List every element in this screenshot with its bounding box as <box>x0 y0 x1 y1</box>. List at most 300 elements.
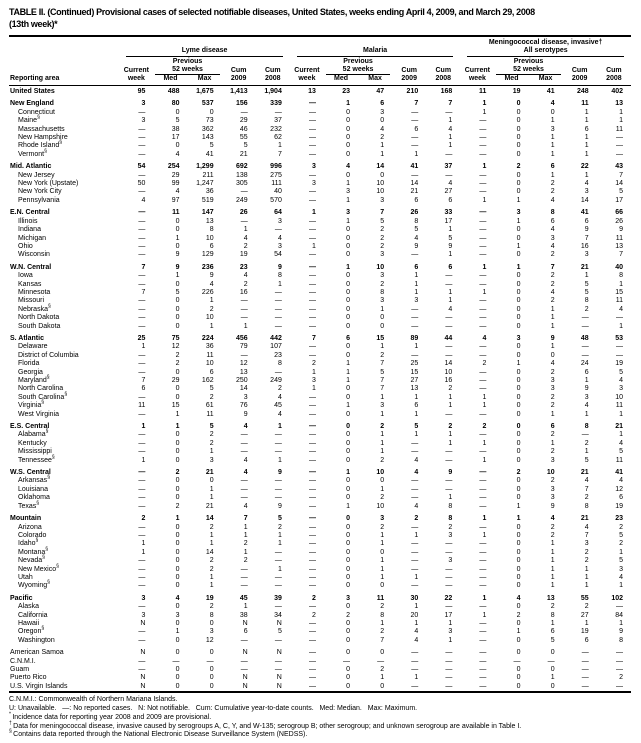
reporting-area-cell: Nebraska§ <box>18 303 51 313</box>
value-cell: 0 <box>175 456 180 464</box>
value-cell: 3 <box>619 565 623 573</box>
col-header-max: Max <box>529 75 563 86</box>
value-cell: — <box>308 322 316 330</box>
value-cell: 9 <box>175 263 180 271</box>
value-cell: 4 <box>243 423 248 431</box>
value-cell: 3 <box>141 611 146 619</box>
value-cell: — <box>308 540 316 548</box>
value-cell: — <box>581 322 589 330</box>
value-cell: — <box>138 142 146 150</box>
value-cell: — <box>308 100 316 108</box>
value-cell: 0 <box>346 636 351 644</box>
value-cell: — <box>479 171 487 179</box>
value-cell: 1 <box>414 393 419 401</box>
table-row <box>9 297 631 305</box>
table-row <box>9 180 631 188</box>
value-cell: 5 <box>380 368 385 376</box>
col-header-med: Med <box>153 75 187 86</box>
reporting-area-cell: Oregon§ <box>18 626 45 636</box>
reporting-area-cell: E.S. Central <box>10 423 50 431</box>
value-cell: — <box>138 297 146 305</box>
reporting-area-cell: Tennessee§ <box>18 454 55 464</box>
value-cell: 2 <box>209 305 214 313</box>
table-row <box>9 343 631 351</box>
col-header-current-week: Current week <box>460 57 494 86</box>
value-cell: 21 <box>205 502 214 510</box>
reporting-area-cell: Puerto Rico <box>10 674 47 682</box>
value-cell: 0 <box>516 142 521 150</box>
value-cell: — <box>138 523 146 531</box>
value-cell: 0 <box>209 108 214 116</box>
value-cell: 275 <box>270 171 282 179</box>
value-cell: — <box>479 523 487 531</box>
table-row <box>9 323 631 331</box>
value-cell: 76 <box>239 402 248 410</box>
value-cell: 2 <box>380 234 385 242</box>
value-cell: 13 <box>615 100 623 108</box>
value-cell: 1 <box>516 502 521 510</box>
value-cell: — <box>445 456 453 464</box>
value-cell: 4 <box>175 188 180 196</box>
value-cell: 0 <box>516 297 521 305</box>
value-cell: — <box>138 242 146 250</box>
value-cell: 3 <box>584 251 589 259</box>
value-cell: — <box>445 108 453 116</box>
value-cell: 1 <box>243 531 248 539</box>
value-cell: 3 <box>550 377 555 384</box>
table-row <box>9 574 631 582</box>
value-cell: 10 <box>376 180 385 188</box>
value-cell: — <box>308 343 316 351</box>
value-cell: 0 <box>346 297 351 305</box>
value-cell: 17 <box>171 134 180 142</box>
value-cell: — <box>308 666 316 673</box>
value-cell: 1 <box>584 272 589 280</box>
value-cell: 39 <box>274 594 282 602</box>
value-cell: 6 <box>414 196 419 204</box>
value-cell: 1,413 <box>230 88 248 95</box>
value-cell: 47 <box>376 88 385 95</box>
value-cell: — <box>138 125 146 133</box>
value-cell: 19 <box>205 594 214 602</box>
table-row <box>9 532 631 540</box>
value-cell: — <box>308 305 316 313</box>
value-cell: 2 <box>209 523 214 531</box>
value-cell: 0 <box>346 251 351 259</box>
col-header-max: Max <box>188 75 222 86</box>
value-cell: 1 <box>619 548 623 556</box>
value-cell: 3 <box>448 557 453 565</box>
value-cell: 0 <box>175 540 180 548</box>
value-cell: 13 <box>410 385 419 393</box>
reporting-area-cell: Montana§ <box>18 546 49 556</box>
reporting-area-cell: W.S. Central <box>10 469 51 477</box>
value-cell: 4 <box>414 456 419 464</box>
reporting-area-cell: South Dakota <box>18 322 61 330</box>
value-cell: 2 <box>584 305 589 313</box>
value-cell: — <box>411 142 419 150</box>
value-cell: 107 <box>270 343 282 351</box>
value-cell: 1 <box>516 515 521 523</box>
value-cell: 6 <box>584 125 589 133</box>
value-cell: 10 <box>205 314 214 322</box>
value-cell: 7 <box>380 385 385 393</box>
reporting-area-cell: Maine§ <box>18 114 40 125</box>
value-cell: N <box>276 674 282 682</box>
value-cell: 1 <box>448 142 453 150</box>
value-cell: 1 <box>277 531 282 539</box>
value-cell: 0 <box>175 603 180 611</box>
value-cell: 7 <box>277 150 282 158</box>
table-row <box>9 306 631 314</box>
value-cell: N <box>276 619 282 627</box>
reporting-area-cell: Alaska <box>18 603 40 611</box>
value-cell: 46 <box>239 125 248 133</box>
value-cell: 2 <box>380 134 385 142</box>
value-cell: 1 <box>414 431 419 439</box>
value-cell: 7 <box>380 636 385 644</box>
value-cell: 1 <box>550 142 555 150</box>
value-cell: — <box>308 108 316 116</box>
reporting-area-cell: Florida <box>18 360 40 368</box>
value-cell: 0 <box>516 603 521 611</box>
value-cell: 6 <box>448 263 453 271</box>
value-cell: 0 <box>516 150 521 158</box>
value-cell: — <box>308 134 316 142</box>
col-header-cum-2009: Cum 2009 <box>392 57 426 86</box>
value-cell: — <box>308 456 316 464</box>
value-cell: 1 <box>346 263 351 271</box>
table-row <box>9 109 631 117</box>
col-header-cum-2009: Cum 2009 <box>222 57 256 86</box>
value-cell: 66 <box>615 209 623 217</box>
value-cell: 14 <box>205 515 214 523</box>
value-cell: 0 <box>516 619 521 627</box>
table-row <box>9 620 631 628</box>
value-cell: 1 <box>277 142 282 150</box>
value-cell: 1 <box>414 573 419 581</box>
table-row <box>9 637 631 645</box>
value-cell: 236 <box>201 263 214 271</box>
value-cell: — <box>138 217 146 225</box>
value-cell: 9 <box>550 502 555 510</box>
value-cell: 0 <box>175 226 180 234</box>
value-cell: — <box>479 385 487 393</box>
value-cell: 14 <box>615 180 623 188</box>
value-cell: 2 <box>584 557 589 565</box>
value-cell: 2 <box>448 385 453 393</box>
value-cell: 5 <box>414 226 419 234</box>
value-cell: — <box>479 565 487 573</box>
page-title <box>9 7 631 30</box>
value-cell: 27 <box>444 188 453 196</box>
value-cell: 4 <box>619 439 623 447</box>
value-cell: 0 <box>346 280 351 288</box>
table-row <box>9 411 631 419</box>
value-cell: 1 <box>175 234 180 242</box>
value-cell: 10 <box>546 469 555 477</box>
value-cell: — <box>138 448 146 456</box>
value-cell: 11 <box>581 100 589 108</box>
value-cell: 0 <box>516 117 521 125</box>
value-cell: 0 <box>209 674 214 682</box>
value-cell: 0 <box>516 368 521 376</box>
value-cell: 0 <box>175 477 180 485</box>
value-cell: 6 <box>380 100 385 108</box>
value-cell: — <box>616 150 623 158</box>
value-cell: 0 <box>516 343 521 351</box>
value-cell: 1 <box>619 582 623 590</box>
value-cell: 0 <box>175 619 180 627</box>
value-cell: — <box>308 125 316 133</box>
value-cell: 248 <box>577 88 589 95</box>
value-cell: — <box>240 314 248 322</box>
value-cell: — <box>308 297 316 305</box>
table-row <box>9 566 631 574</box>
value-cell: 5 <box>243 142 248 150</box>
group-label-underline: Lyme disease <box>126 47 283 57</box>
value-cell: — <box>581 431 589 439</box>
value-cell: 0 <box>516 134 521 142</box>
value-cell: 2 <box>175 360 180 368</box>
value-cell: 0 <box>175 682 180 690</box>
value-cell: — <box>308 288 316 296</box>
value-cell: — <box>138 226 146 234</box>
value-cell: — <box>138 477 146 485</box>
value-cell: 0 <box>346 682 351 690</box>
value-cell: 4 <box>243 502 248 510</box>
reporting-area-cell: Georgia <box>18 368 43 376</box>
value-cell: 9 <box>277 263 282 271</box>
value-cell: — <box>581 666 589 673</box>
value-cell: 0 <box>175 573 180 581</box>
value-cell: 19 <box>580 628 589 636</box>
value-cell: 1 <box>209 297 214 305</box>
value-cell: 48 <box>580 334 589 342</box>
value-cell: 224 <box>201 334 214 342</box>
value-cell: 0 <box>346 288 351 296</box>
value-cell: — <box>479 573 487 581</box>
value-cell: — <box>274 448 282 456</box>
reporting-area-cell: Indiana <box>18 226 41 234</box>
value-cell: 1 <box>482 611 487 619</box>
value-cell: 4 <box>619 377 623 384</box>
value-cell: 0 <box>175 314 180 322</box>
value-cell: — <box>411 682 419 690</box>
value-cell: 1 <box>482 163 487 171</box>
value-cell: — <box>240 477 248 485</box>
value-cell: 13 <box>205 217 214 225</box>
value-cell: 1 <box>414 674 419 682</box>
col-header-cum-2008: Cum 2008 <box>426 57 460 86</box>
value-cell: 4 <box>277 234 282 242</box>
value-cell: — <box>479 125 487 133</box>
value-cell: 0 <box>346 540 351 548</box>
table-row <box>9 197 631 205</box>
value-cell: — <box>240 108 248 116</box>
footnotes <box>9 696 631 740</box>
value-cell: 0 <box>380 477 385 485</box>
value-cell: 3 <box>175 611 180 619</box>
value-cell: — <box>240 439 248 447</box>
value-cell: — <box>308 272 316 280</box>
value-cell: — <box>274 431 282 439</box>
value-cell: 1 <box>550 314 555 322</box>
reporting-area-cell: Oklahoma <box>18 494 50 502</box>
value-cell: 8 <box>380 611 385 619</box>
value-cell: 13 <box>615 242 623 250</box>
value-cell: — <box>308 502 316 510</box>
value-cell: 21 <box>615 423 623 431</box>
value-cell: 3 <box>550 485 555 493</box>
value-cell: 10 <box>376 188 385 196</box>
value-cell: — <box>274 439 282 447</box>
value-cell: 1 <box>277 423 282 431</box>
value-cell: 7 <box>141 377 146 384</box>
value-cell: — <box>479 603 487 611</box>
value-cell: — <box>308 196 316 204</box>
value-cell: 226 <box>201 288 214 296</box>
value-cell: 14 <box>580 196 589 204</box>
value-cell: 0 <box>516 180 521 188</box>
value-cell: 0 <box>346 557 351 565</box>
value-cell: 6 <box>141 385 146 393</box>
value-cell: 4 <box>175 150 180 158</box>
value-cell: — <box>240 431 248 439</box>
value-cell: — <box>445 540 453 548</box>
table-row <box>9 394 631 402</box>
value-cell: 21 <box>580 515 589 523</box>
value-cell: — <box>138 531 146 539</box>
value-cell: — <box>308 485 316 493</box>
value-cell: 1 <box>584 142 589 150</box>
footnote-marker: § <box>41 626 45 633</box>
value-cell: 0 <box>346 385 351 393</box>
value-cell: 2 <box>380 456 385 464</box>
value-cell: — <box>308 469 316 477</box>
value-cell: 8 <box>550 611 555 619</box>
value-cell: — <box>513 657 521 665</box>
value-cell: 0 <box>346 548 351 556</box>
value-cell: — <box>274 226 282 234</box>
value-cell: 1 <box>277 456 282 464</box>
value-cell: 2 <box>414 515 419 523</box>
table-row <box>9 419 631 431</box>
value-cell: 6 <box>209 242 214 250</box>
value-cell: 5 <box>584 456 589 464</box>
value-cell: 1 <box>550 674 555 682</box>
value-cell: — <box>274 582 282 590</box>
reporting-area-cell: Guam <box>10 666 30 673</box>
value-cell: 1 <box>346 360 351 368</box>
value-cell: — <box>138 234 146 242</box>
value-cell: 4 <box>346 163 351 171</box>
value-cell: 2 <box>380 628 385 636</box>
value-cell: 3 <box>550 494 555 502</box>
reporting-area-cell: Mountain <box>10 515 42 523</box>
value-cell: 9 <box>448 469 453 477</box>
value-cell: 1 <box>516 217 521 225</box>
footnote-marker: § <box>51 454 55 461</box>
value-cell: 10 <box>376 263 385 271</box>
value-cell: — <box>479 343 487 351</box>
value-cell: — <box>274 636 282 644</box>
value-cell: 44 <box>444 334 453 342</box>
value-cell: 6 <box>584 217 589 225</box>
value-cell: 1 <box>619 108 623 116</box>
value-cell: 4 <box>550 226 555 234</box>
value-cell: 3 <box>346 594 351 602</box>
reporting-area-cell: S. Atlantic <box>10 334 44 342</box>
reporting-area-cell: West Virginia <box>18 410 59 418</box>
value-cell: 4 <box>277 410 282 418</box>
value-cell: — <box>479 134 487 142</box>
value-cell: 4 <box>448 305 453 313</box>
table-row <box>9 226 631 234</box>
value-cell: 10 <box>376 469 385 477</box>
value-cell: 0 <box>380 322 385 330</box>
value-cell: 250 <box>236 377 248 384</box>
value-cell: 254 <box>167 163 180 171</box>
value-cell: 1 <box>584 134 589 142</box>
value-cell: — <box>308 523 316 531</box>
value-cell: 1 <box>619 117 623 125</box>
value-cell: 1 <box>550 619 555 627</box>
col-header-cum-2008: Cum 2008 <box>597 57 631 86</box>
value-cell: 1 <box>584 565 589 573</box>
value-cell: — <box>240 582 248 590</box>
value-cell: — <box>308 548 316 556</box>
value-cell: 2 <box>209 439 214 447</box>
reporting-area-cell: United States <box>10 88 55 95</box>
value-cell: 3 <box>516 334 521 342</box>
col-header-med: Med <box>494 75 528 86</box>
reporting-area-cell: Massachusetts <box>18 125 65 133</box>
reporting-area-cell: Minnesota <box>18 288 51 296</box>
value-cell: 0 <box>380 548 385 556</box>
value-cell: 1 <box>550 565 555 573</box>
value-cell: — <box>411 322 419 330</box>
value-cell: 2 <box>550 477 555 485</box>
table-row <box>9 628 631 636</box>
value-cell: 97 <box>171 196 180 204</box>
value-cell: 0 <box>516 322 521 330</box>
value-cell: — <box>308 410 316 418</box>
table-row <box>9 557 631 565</box>
value-cell: — <box>479 280 487 288</box>
value-cell: 1 <box>448 439 453 447</box>
col-header-previous-52-weeks <box>153 57 221 75</box>
value-cell: 3 <box>380 272 385 280</box>
value-cell: 1 <box>448 297 453 305</box>
value-cell: 0 <box>346 423 351 431</box>
value-cell: 0 <box>346 314 351 322</box>
footnote-marker: § <box>64 391 68 398</box>
reporting-area-cell: Illinois <box>18 217 38 225</box>
value-cell: — <box>308 649 316 657</box>
value-cell: — <box>445 150 453 158</box>
value-cell: — <box>274 314 282 322</box>
value-cell: — <box>616 142 623 150</box>
value-cell: 0 <box>516 477 521 485</box>
value-cell: 2 <box>175 351 180 359</box>
value-cell: 6 <box>550 163 555 171</box>
value-cell: 0 <box>516 280 521 288</box>
value-cell: 53 <box>615 334 623 342</box>
value-cell: 5 <box>277 628 282 636</box>
value-cell: 5 <box>619 368 623 376</box>
value-cell: 1 <box>209 322 214 330</box>
